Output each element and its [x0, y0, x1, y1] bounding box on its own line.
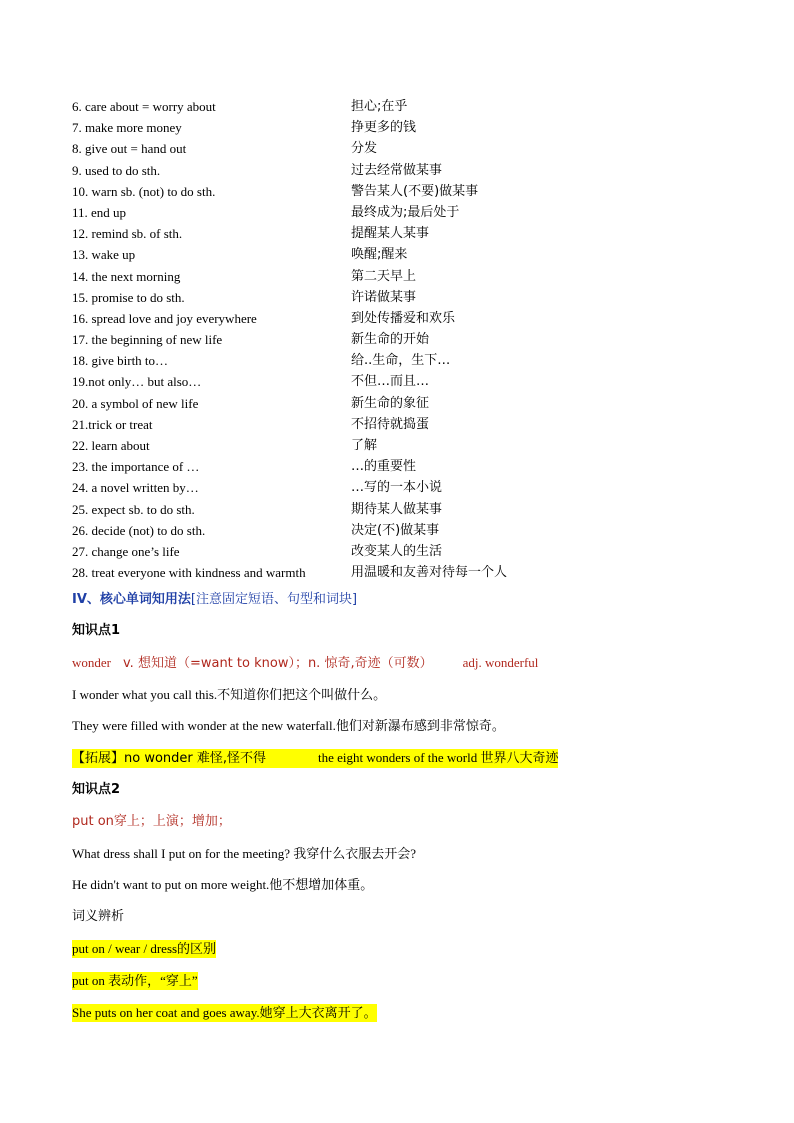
kp1-example-2: They were filled with wonder at the new waterfall.他们对新瀑布感到非常惊奇。 — [72, 718, 505, 733]
phrase-chinese: 了解 — [351, 438, 378, 453]
phrase-row — [72, 96, 752, 117]
phrase-english: 22. learn about — [72, 438, 150, 453]
phrase-english: 11. end up — [72, 204, 127, 220]
phrase-chinese: 担心;在乎 — [351, 99, 408, 114]
phrase-chinese: 决定(不)做某事 — [351, 522, 440, 538]
phrase-english: 10. warn sb. (not) to do sth. — [72, 183, 216, 199]
phrase-chinese: 新生命的象征 — [351, 395, 430, 411]
phrase-chinese: 给..生命，生下… — [351, 353, 451, 369]
phrase-row — [72, 308, 752, 329]
phrase-english: 18. give birth to… — [72, 353, 169, 369]
phrase-chinese: 提醒某人某事 — [351, 226, 430, 242]
phrase-chinese: 最终成为;最后处于 — [351, 204, 460, 220]
phrase-row — [72, 393, 752, 414]
kp2-example-2: He didn't want to put on more weight.他不想增加体重。 — [72, 877, 374, 892]
phrase-english: 21.trick or treat — [72, 416, 153, 432]
phrase-row — [72, 117, 752, 138]
phrase-chinese: 挣更多的钱 — [351, 120, 417, 136]
kp1-extension-a: 【拓展】no wonder 难怪,怪不得 — [72, 751, 267, 766]
section-heading — [72, 590, 357, 609]
phrase-english: 23. the importance of … — [72, 459, 200, 475]
phrase-row — [72, 477, 752, 498]
phrase-english: 13. wake up — [72, 247, 136, 263]
phrase-row — [72, 160, 752, 181]
kp1-extension-b: the eight wonders of the world 世界八大奇迹 — [318, 750, 559, 765]
phrase-english: 24. a novel written by… — [72, 480, 199, 496]
phrase-row — [72, 414, 752, 435]
kp2-compare: put on / wear / dress的区别 — [72, 941, 217, 956]
phrase-english: 14. the next morning — [72, 268, 181, 284]
phrase-english: 19.not only… but also… — [72, 374, 202, 390]
kp1-definition — [72, 654, 538, 673]
phrase-row — [72, 350, 752, 371]
phrase-row — [72, 287, 752, 308]
kp1-def-adj: adj. wonderful — [462, 655, 539, 670]
phrase-row — [72, 456, 752, 477]
phrase-row — [72, 520, 752, 541]
phrase-row — [72, 562, 752, 583]
kp1-example-1: I wonder what you call this.不知道你们把这个叫做什么。 — [72, 687, 387, 702]
phrase-english: 20. a symbol of new life — [72, 395, 199, 411]
section-title: IV、核心单词知用法 — [72, 592, 191, 607]
phrase-row — [72, 181, 752, 202]
kp1-word: wonder — [72, 655, 111, 670]
phrase-english: 27. change one’s life — [72, 543, 180, 559]
phrase-english: 17. the beginning of new life — [72, 332, 223, 348]
phrase-english: 7. make more money — [72, 120, 182, 136]
phrase-chinese: 分发 — [351, 141, 378, 157]
phrase-chinese: 新生命的开始 — [351, 332, 430, 348]
phrase-english: 28. treat everyone with kindness and warmth — [72, 565, 306, 581]
phrase-row — [72, 541, 752, 562]
phrase-chinese: 过去经常做某事 — [351, 162, 443, 178]
phrase-english: 26. decide (not) to do sth. — [72, 522, 206, 538]
phrase-english: 8. give out = hand out — [72, 141, 187, 157]
phrase-row — [72, 202, 752, 223]
phrase-row — [72, 435, 752, 456]
phrase-english: 9. used to do sth. — [72, 162, 161, 178]
phrase-chinese: 第二天早上 — [351, 268, 417, 284]
phrase-chinese: …的重要性 — [351, 459, 417, 475]
phrase-row — [72, 329, 752, 350]
kp1-extension — [72, 749, 558, 768]
phrase-english: 25. expect sb. to do sth. — [72, 501, 195, 517]
phrase-chinese: 改变某人的生活 — [351, 543, 443, 559]
phrase-row — [72, 499, 752, 520]
kp2-definition: put on穿上；上演；增加； — [72, 814, 231, 829]
section-note: [注意固定短语、句型和词块] — [190, 592, 358, 607]
phrase-chinese: 不但…而且… — [351, 374, 430, 390]
kp1-def-v: v. 想知道（=want to know）；n. 惊奇,奇迹（可数） — [123, 656, 433, 671]
phrase-chinese: 许诺做某事 — [351, 289, 417, 305]
phrase-english: 15. promise to do sth. — [72, 289, 185, 305]
phrase-row — [72, 244, 752, 265]
phrase-chinese: 唤醒;醒来 — [351, 247, 408, 263]
phrase-row — [72, 223, 752, 244]
phrase-chinese: 不招待就捣蛋 — [351, 416, 430, 432]
phrase-row — [72, 266, 752, 287]
phrase-english: 16. spread love and joy everywhere — [72, 310, 257, 326]
phrase-english: 6. care about = worry about — [72, 99, 216, 114]
phrase-row — [72, 138, 752, 159]
kp2-example-3: She puts on her coat and goes away.她穿上大衣离开了。 — [72, 1005, 377, 1020]
kp2-puton: put on 表动作，“穿上” — [72, 973, 198, 988]
phrase-chinese: 用温暖和友善对待每一个人 — [351, 565, 508, 581]
phrase-list — [72, 96, 752, 583]
kp2-heading: 知识点2 — [72, 782, 121, 797]
phrase-chinese: 期待某人做某事 — [351, 501, 443, 517]
phrase-chinese: 警告某人(不要)做某事 — [351, 183, 479, 199]
kp1-heading: 知识点1 — [72, 623, 121, 638]
phrase-row — [72, 371, 752, 392]
phrase-chinese: …写的一本小说 — [351, 480, 443, 496]
phrase-english: 12. remind sb. of sth. — [72, 226, 183, 242]
kp2-example-1: What dress shall I put on for the meeting? 我穿什么衣服去开会? — [72, 846, 417, 861]
kp2-analysis-label: 词义辨析 — [72, 909, 125, 924]
phrase-chinese: 到处传播爱和欢乐 — [351, 310, 456, 326]
